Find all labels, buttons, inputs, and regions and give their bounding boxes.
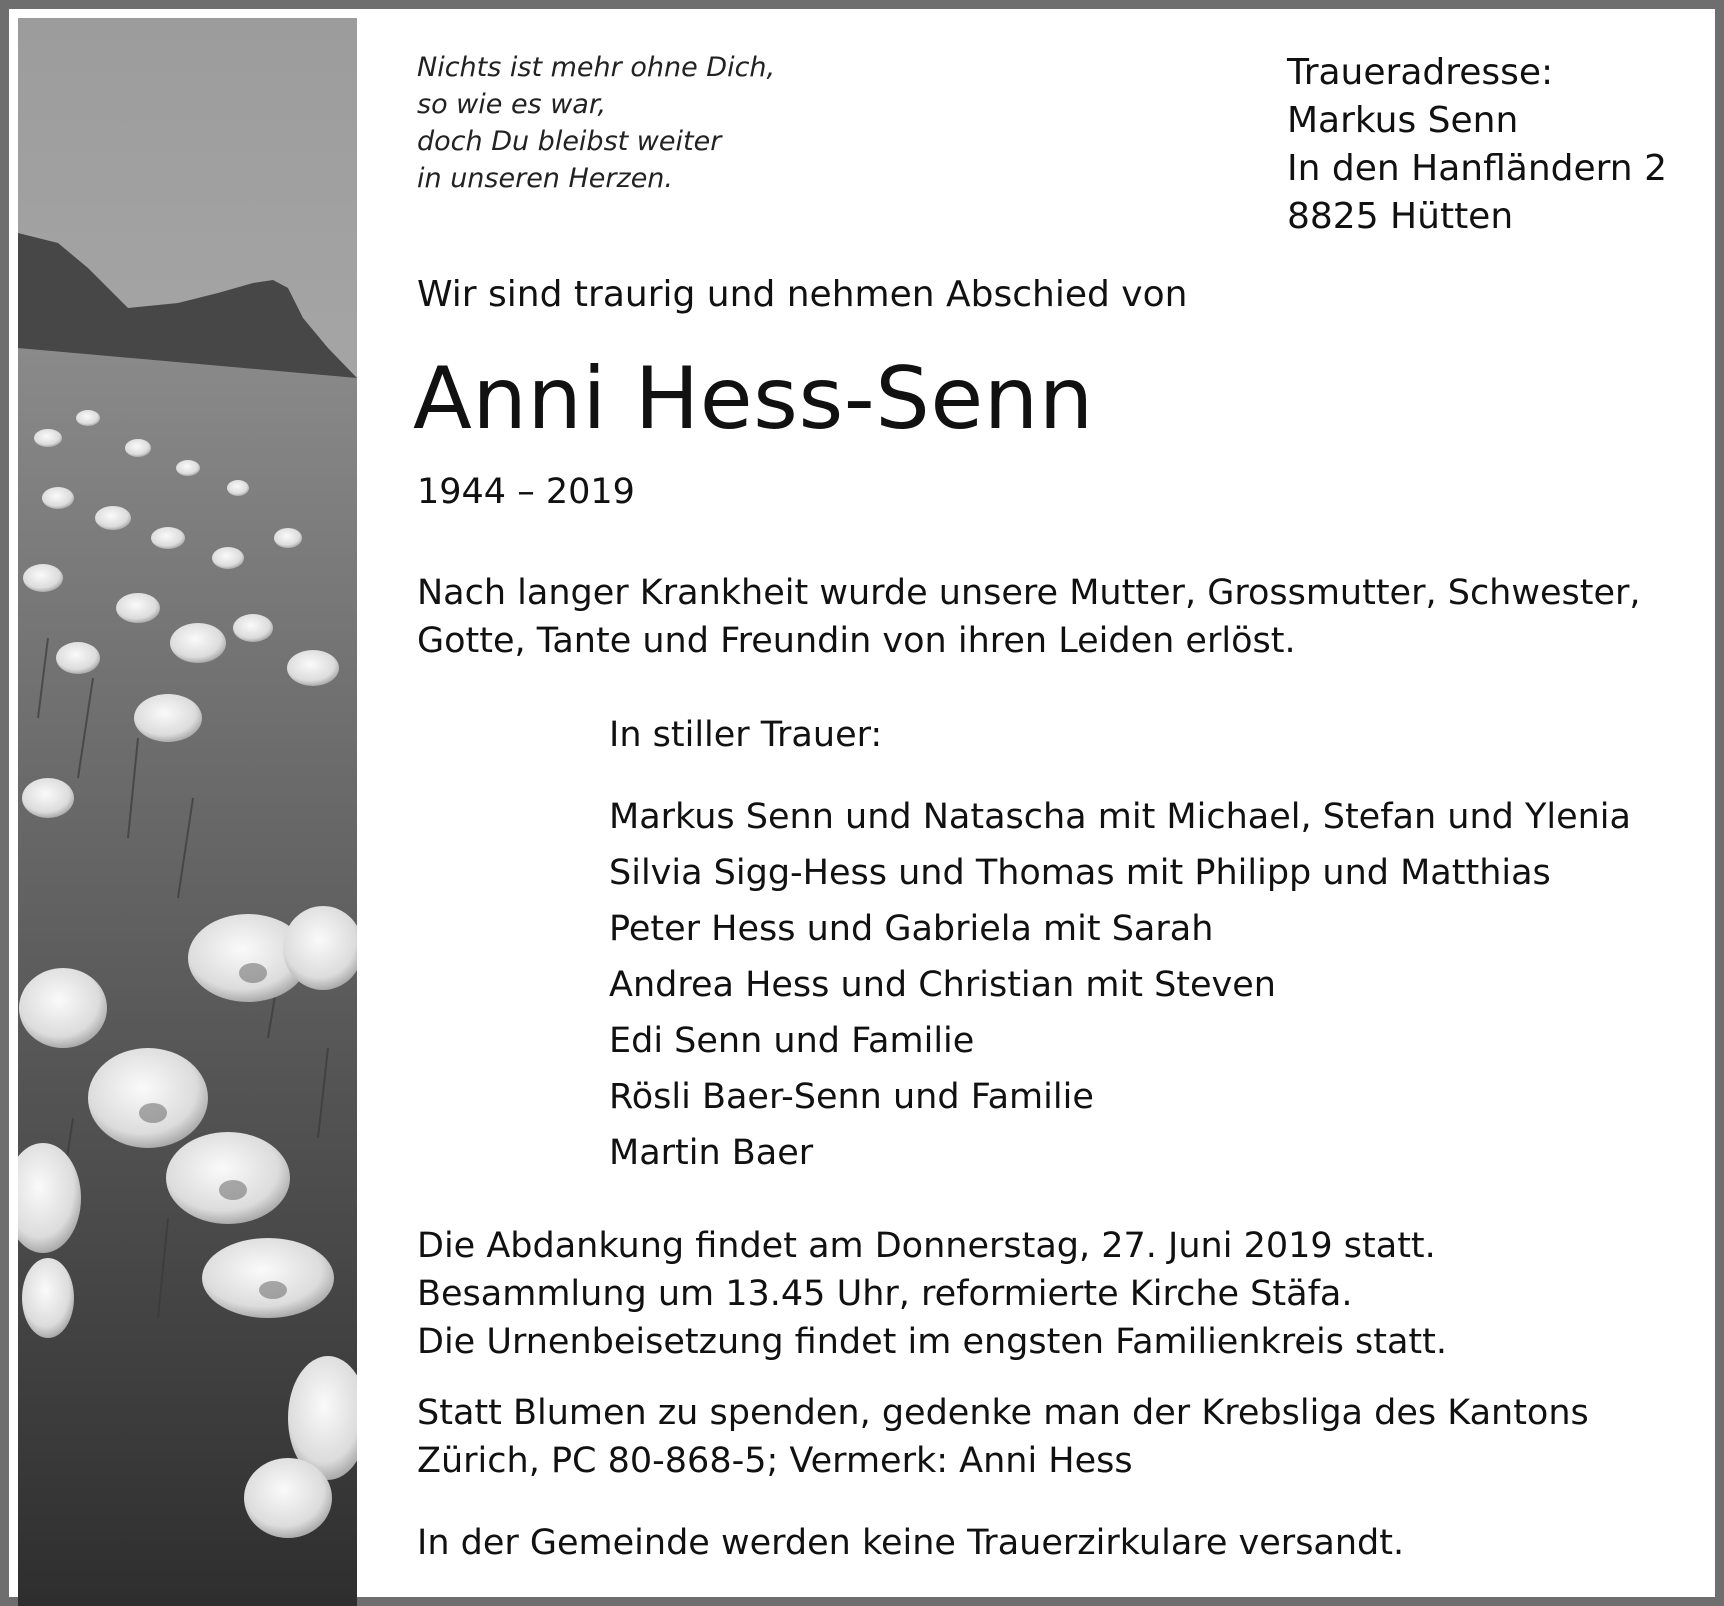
mourning-address: [1287, 49, 1687, 241]
poem-line: in unseren Herzen.: [417, 163, 673, 194]
life-dates: 1944 – 2019: [417, 472, 635, 512]
notice-line: In der Gemeinde werden keine Trauerzirkulare versandt.: [417, 1523, 1405, 1563]
donation-line: Statt Blumen zu spenden, gedenke man der Krebsliga des Kantons: [417, 1393, 1589, 1433]
mourner-entry: Rösli Baer-Senn und Familie: [609, 1077, 1094, 1117]
donation-line: Zürich, PC 80-868-5; Vermerk: Anni Hess: [417, 1441, 1133, 1481]
deceased-name: Anni Hess-Senn: [413, 349, 1094, 449]
poem-line: Nichts ist mehr ohne Dich,: [417, 52, 776, 83]
address-city: 8825 Hütten: [1287, 196, 1514, 237]
address-label: Traueradresse:: [1287, 52, 1554, 93]
poppy-field-illustration: [18, 18, 357, 1606]
poem-line: doch Du bleibst weiter: [417, 126, 722, 157]
donation-request: [417, 1389, 1667, 1485]
ceremony-details: [417, 1222, 1667, 1366]
memorial-poem: [417, 49, 937, 197]
mourner-entry: Peter Hess und Gabriela mit Sarah: [609, 909, 1214, 949]
ceremony-line: Die Abdankung findet am Donnerstag, 27. Juni 2019 statt.: [417, 1226, 1436, 1266]
mourner-entry: Silvia Sigg-Hess und Thomas mit Philipp und Matthias: [609, 853, 1551, 893]
poem-line: so wie es war,: [417, 89, 607, 120]
obituary-content: [357, 9, 1715, 1597]
death-announcement: [417, 569, 1667, 665]
poppy-field-photo: [18, 18, 357, 1606]
mourner-entry: Andrea Hess und Christian mit Steven: [609, 965, 1276, 1005]
mourner-entry: Markus Senn und Natascha mit Michael, Stefan und Ylenia: [609, 797, 1631, 837]
mourners-list: [609, 789, 1631, 1181]
mourner-entry: Edi Senn und Familie: [609, 1021, 975, 1061]
farewell-intro: Wir sind traurig und nehmen Abschied von: [417, 274, 1188, 315]
circular-notice: [417, 1519, 1667, 1567]
ceremony-line: Besammlung um 13.45 Uhr, reformierte Kirche Stäfa.: [417, 1274, 1353, 1314]
address-name: Markus Senn: [1287, 100, 1519, 141]
ceremony-line: Die Urnenbeisetzung findet im engsten Familienkreis statt.: [417, 1322, 1448, 1362]
mourners-heading: In stiller Trauer:: [609, 715, 883, 755]
announcement-line: Nach langer Krankheit wurde unsere Mutter, Grossmutter, Schwester,: [417, 573, 1641, 613]
mourner-entry: Martin Baer: [609, 1133, 814, 1173]
address-street: In den Hanfländern 2: [1287, 148, 1667, 189]
announcement-line: Gotte, Tante und Freundin von ihren Leiden erlöst.: [417, 621, 1296, 661]
